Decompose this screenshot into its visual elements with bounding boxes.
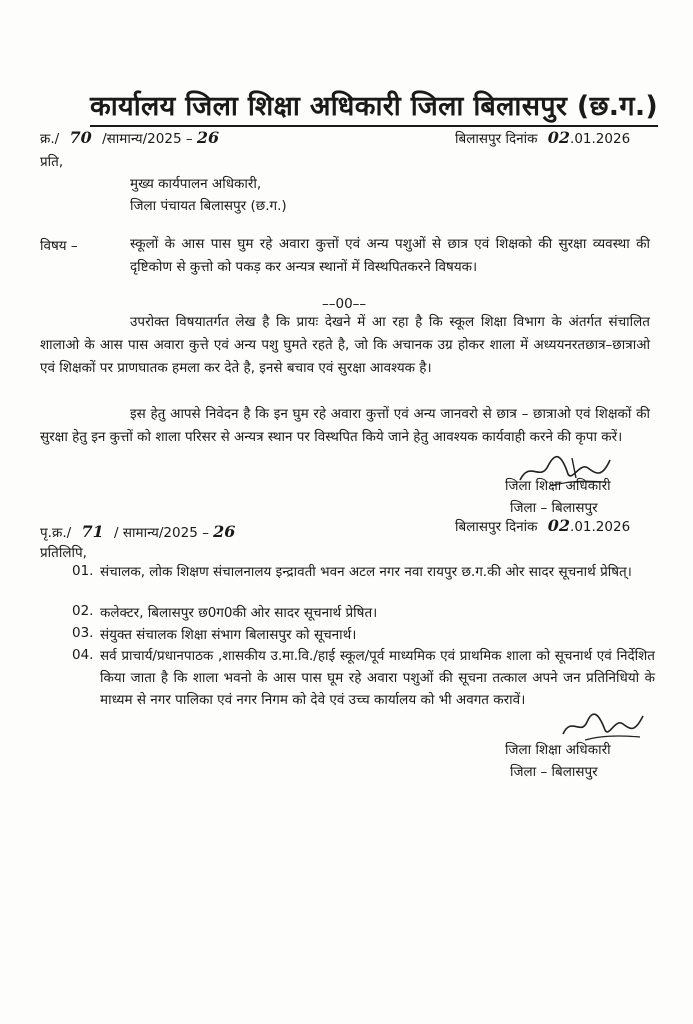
ref-date-line [455,128,630,147]
copy-item-4-num: 04. [72,647,94,663]
copy-item-2-num: 02. [72,603,94,619]
copy-ref-number-line [40,522,235,541]
copy-ref-number-handwritten: 71 [81,522,104,541]
divider-mark: ––00–– [322,296,367,312]
signature-2-designation: जिला शिक्षा अधिकारी [505,742,611,758]
copy-item-3-num: 03. [72,625,94,641]
subject-text: स्कूलों के आस पास घुम रहे अवारा कुत्तों एवं अन्य पशुओं से छात्र एवं शिक्षको की सुरक्षा व्यवस्था की दृष्टिकोण से कुत्तो को पकड़ कर अन्यत्र स्थानों में विस्थपितकरने विषयक। [130,236,650,275]
copy-ref-prefix: पृ.क्र./ [40,525,72,541]
copy-item-4-text: सर्व प्राचार्य/प्रधानपाठक ,शासकीय उ.मा.वि./हाई स्कूल/पूर्व माध्यमिक एवं प्राथमिक शाला को सूचनार्थ एवं निर्देशित किया जाता है कि शाला भवनो के आस पास घूम रहे अवारा पशुओं की सूचना तत्काल अपने जन प्रतिनिधियो के माध्यम से नगर पालिका एवं नगर निगम को देवे एवं उच्च कार्यालय को भी अवगत करावें। [100,648,655,708]
recipient-line-2: जिला पंचायत बिलासपुर (छ.ग.) [130,198,287,214]
signature-2-district: जिला – बिलासपुर [510,764,598,780]
prati-label: प्रति, [40,154,64,170]
ref-year-handwritten: 26 [196,128,220,147]
copy-item-1-text: संचालक, लोक शिक्षण संचालनालय इन्द्रावती भवन अटल नगर नवा रायपुर छ.ग.की ओर सादर सूचनार्थ प्रेषित्। [100,564,632,580]
pratilipi-label: प्रतिलिपि, [40,545,87,561]
copy-item-2-text: कलेक्टर, बिलासपुर छ0ग0की ओर सादर सूचनार्थ प्रेषित। [100,605,378,621]
copy-ref-middle: / सामान्य/2025 – [114,525,209,541]
recipient-line-1: मुख्य कार्यपालन अधिकारी, [130,176,262,192]
copy-ref-date-line [455,516,630,535]
place-date-label: बिलासपुर दिनांक [455,131,538,147]
subject-label: विषय – [40,238,78,254]
date-day-handwritten: 02 [547,128,571,147]
signature-1-district: जिला – बिलासपुर [510,500,598,516]
ref-number-line [40,128,219,147]
copy-item-3-text: संयुक्त संचालक शिक्षा संभाग बिलासपुर को सूचनार्थ। [100,627,357,643]
signature-1-designation: जिला शिक्षा अधिकारी [505,478,611,494]
body-paragraph-2: इस हेतु आपसे निवेदन है कि इन घुम रहे अवारा कुत्तों एवं अन्य जानवरो से छात्र – छात्राओ एवं शिक्षकों की सुरक्षा हेतु इन कुत्तों को शाला परिसर से अन्यत्र स्थान पर विस्थपित किये जाने हेतु आवश्यक कार्यवाही करने की कृपा करें। [40,406,650,445]
ref-prefix: क्र./ [40,131,60,147]
page-title: कार्यालय जिला शिक्षा अधिकारी जिला बिलासपुर (छ.ग.) [90,86,658,127]
date-rest: .01.2026 [570,131,631,147]
copy-date-day-handwritten: 02 [547,516,571,535]
copy-date-rest: .01.2026 [570,519,631,535]
ref-middle: /सामान्य/2025 – [102,131,193,147]
copy-ref-year-handwritten: 26 [213,522,236,541]
copy-place-date-label: बिलासपुर दिनांक [455,519,538,535]
ref-number-handwritten: 70 [69,128,92,147]
copy-item-1-num: 01. [72,563,94,579]
body-paragraph-1: उपरोक्त विषयातर्गत लेख है कि प्रायः देखने में आ रहा है कि स्कूल शिक्षा विभाग के अंतर्गत संचालित शालाओ के आस पास अवारा कुत्ते एवं अन्य पशु घुमते रहते है, जो कि अचानक उग्र होकर शाला में अध्ययनरतछात्र–छात्राओ एवं शिक्षकों पर प्राणघातक हमला कर देते है, इनसे बचाव एवं सुरक्षा आवश्यक है। [40,314,650,376]
